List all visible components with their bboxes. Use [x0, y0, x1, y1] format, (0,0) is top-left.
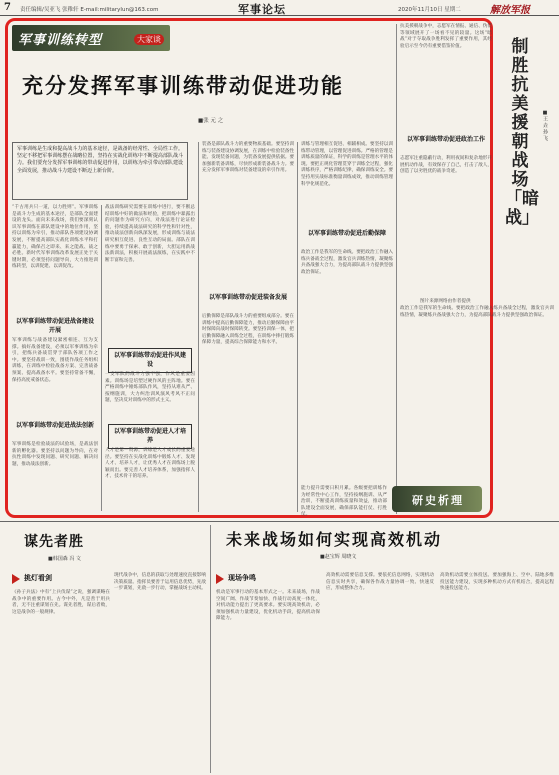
- lower-left-byline: ■韩国森 冯 文: [48, 556, 81, 562]
- triangle-icon: [12, 574, 20, 584]
- lower-right-text3: 高效机动需要立体投送。要加强海上、空中、陆地多维投送能力建设，实现多种机动方式有机结合，提高远程快速投送能力。: [440, 573, 554, 592]
- issue-date: 2020年11月10日 星期二: [398, 7, 461, 13]
- article-headline: 充分发挥军事训练带动促进功能: [22, 73, 344, 98]
- sidebar-byline: ■王 垚 孙 飞: [542, 110, 548, 141]
- subhead-2: 以军事训练带动促进战法创新: [15, 422, 94, 429]
- section-title: 军事论坛: [238, 3, 286, 16]
- lower-right-byline: ■赵宝辉 周晓文: [320, 554, 357, 560]
- subhead-5: 以军事训练带动促进装备发展: [208, 294, 287, 301]
- history-banner: [392, 486, 482, 512]
- body-col1c: 军事训练是检验战法的试验场，是战法创新的孵化器。要坚持以问题为导向，在对抗性训练中发现问题、研究问题、解决问题，推动战法创新。: [12, 442, 98, 467]
- triangle-icon: [216, 574, 224, 584]
- lower-right-title: 未来战场如何实现高效机动: [226, 530, 443, 549]
- article-abstract: 军事训练是生成和提高战斗力的基本途径，是战备的经常性、全局性工作。坚定不移把军事训练摆在战略位置，坚持在实战化训练中不断提高部队战斗力。我们要充分发挥军事训练的带动促进作用，以训练为牵引带动部队建设全面发展，推动战斗力建设不断迈上新台阶。: [12, 142, 188, 200]
- body-col3: 装备是部队战斗力的重要物质基础。要坚持训练与装备建设协调发展，在训练中检验装备性能、发现装备问题，为装备发展提供依据。要加强新装备训练，尽快形成新装备战斗力。要充分发挥军事训练对装备建设的牵引作用。: [202, 142, 294, 174]
- body-col5: 能力提升需要日积月累。各级要把训练作为经常性中心工作，坚持按纲施训、从严治训，不断提高训练质量和效益，推动部队建设全面发展，确保部队能打仗、打胜仗。: [301, 486, 387, 518]
- subhead-7: 以军事训练带动促进政治工作: [406, 136, 485, 143]
- column-banner: [12, 25, 170, 51]
- tag-label: 挑灯看剑: [24, 574, 52, 582]
- lower-left-text1: 《孙子兵法》中有“上兵伐谋”之说，强调谋略在战争中的重要作用。古今中外，凡是善于用兵者，无不注重谋划在先。谋先者胜，谋后者败，这是战争的一般规律。: [12, 590, 110, 615]
- photo-caption: 图片来源网络由作者提供: [420, 299, 471, 304]
- column-divider: [297, 142, 298, 512]
- editor-info: 责任编辑/吴亚飞 张稚轩 E-mail:militarylun@163.com: [20, 7, 159, 13]
- masthead: [0, 0, 559, 16]
- column-divider: [396, 24, 397, 514]
- lower-left-title: 谋先者胜: [24, 534, 84, 550]
- sidebar-title: 制胜抗美援朝战场「暗战」: [505, 37, 539, 228]
- lower-right-text1: 机动是军事行动的基本形式之一。未来战场，作战空间广阔、作战节奏加快、作战行动高度一体化，对机动能力提出了更高要求。要实现高效机动，必须加强机动力量建设，优化机动手段，提高机动保障能力。: [216, 590, 320, 622]
- subhead-4-box: 以军事训练带动促进作风建设: [108, 348, 192, 373]
- section-divider: [0, 521, 559, 522]
- column-divider: [101, 205, 102, 511]
- sidebar-body: 志愿军注重隐蔽行动，利用夜间和复杂地形开展机动作战，有效保存了自己，打击了敌人，创造了以劣胜优的战争奇迹。: [400, 156, 492, 175]
- subhead-3-box: 以军事训练带动促进人才培养: [108, 424, 192, 449]
- tag-xianchang: [216, 573, 256, 585]
- banner-title: 军事训练转型: [18, 33, 103, 48]
- body-col1: “千古用兵只一道，以力胜则”。军事训练是战斗力生成的基本途径，是部队全面建设的龙头。面向未来战场，我们要深刻认识军事训练在部队建设中的地位作用，坚持以训练为牵引，推动部队各项建设协调发展，不断提高部队实战化训练水平和打赢能力，确保召之即来、来之能战、战之必胜。新时代军事训练改革发展正处于关键时期，必须坚持问题导向，大力推进训练转型，以训促建、以训促改。: [12, 205, 98, 270]
- lower-right-text2: 高效机动需要信息支撑。要依托信息网络，实现机动信息实时共享，确保各作战力量协调一致、快速反应，形成整体合力。: [326, 573, 434, 592]
- body-col3b: 后勤保障是部队战斗力的重要组成部分。要在训练中提高后勤保障能力，推动后勤保障由平时保障向战时保障转变。要坚持训保一体，把后勤保障融入训练全过程，在训练中摔打锻炼保障力量，提高综合保障能力和水平。: [202, 314, 294, 346]
- page-number: 7: [4, 2, 11, 13]
- column-divider: [198, 142, 199, 512]
- column-divider: [210, 525, 211, 773]
- body-col1b: 军事训练与战备建设紧密相连、互为支撑。搞好战备建设，必须以军事训练为牵引，把练兵备战贯穿于部队各项工作之中。要坚持战训一致，围绕作战任务组织训练，在训练中检验战备方案、完善战备预案、提高战备水平。要坚持常备不懈，保持高度戒备状态。: [12, 338, 98, 383]
- tag-label: 现场争鸣: [228, 574, 256, 582]
- body-col2b: 人才是第一资源，训练是人才成长的重要途径。要坚持在实战化训练中锻炼人才、发现人才、培养人才，让优秀人才在训练场上脱颖而出。要完善人才培养体系，加强指挥人才、技术骨干的培养。: [105, 448, 195, 480]
- article-byline: ■张 元 之: [198, 118, 224, 124]
- history-banner-label: 研史析理: [412, 494, 464, 507]
- body-col2: 战法训练研究需要在训练中进行，要不断总结训练中好的做法和经验，把训练中暴露出的问题作为研究方向，对战法进行论证检验，持续提高战法研究的科学性和针对性，推动战法创新向纵深发展，形成训练与战法研究相互促进、良性互动的局面。部队在训练中要勇于探索、敢于创新，大胆运用新战法新训法，积极开展战法演练，在实践中不断丰富和完善。: [105, 205, 195, 263]
- sidebar-lead: 抗美援朝战争中，志愿军在情报、通信、伪装等领域展开了一场看不见的较量。这场“暗战”对于夺取战争胜利发挥了重要作用，其经验启示至今仍有重要借鉴价值。: [400, 24, 492, 49]
- banner-badge: 大家谈: [134, 34, 164, 45]
- subhead-1: 以军事训练带动促进战备建设开展: [15, 318, 94, 334]
- sidebar-body-2: 政治工作是我军的生命线。要把政治工作融入练兵备战全过程，激发官兵训练热情，凝聚练兵备战强大合力，为提高部队战斗力提供坚强政治保证。: [400, 306, 554, 318]
- lower-left-text1b: 现代战争中，信息的获取与处理速度直接影响决策质量。指挥员要善于运用信息优势，先敌一步谋划，先敌一步行动，掌握战场主动权。: [114, 573, 206, 592]
- newspaper-logo: 解放军报: [490, 5, 530, 16]
- body-col4b: 政治工作是我军的生命线。要把政治工作融入练兵备战全过程，激发官兵训练热情，凝聚练兵备战强大合力，为提高部队战斗力提供坚强政治保证。: [301, 250, 393, 275]
- subhead-6: 以军事训练带动促进后勤保障: [307, 230, 386, 237]
- body-col4: 训练与管理相互促进、相辅相成。要坚持以训练带动管理，以管理促进训练。严格的管理是训练质量的保证，科学的训练是管理水平的体现。要把正规化管理贯穿于训练全过程，强化训练秩序，严格训练纪律，确保训练安全。要坚持用实战标准衡量训练成效，推动训练管理科学化规范化。: [301, 142, 393, 187]
- tag-tiaodeng: [12, 573, 52, 585]
- body-col2c: 一支军队的战斗力强不强，作风是重要因素。训练场是培塑过硬作风的主阵地。要在严格训练中锤炼部队作风，坚持从难从严、按纲施训，大力纠治训风演风考风不正问题，坚决反对训练中的形式主义。: [105, 372, 195, 404]
